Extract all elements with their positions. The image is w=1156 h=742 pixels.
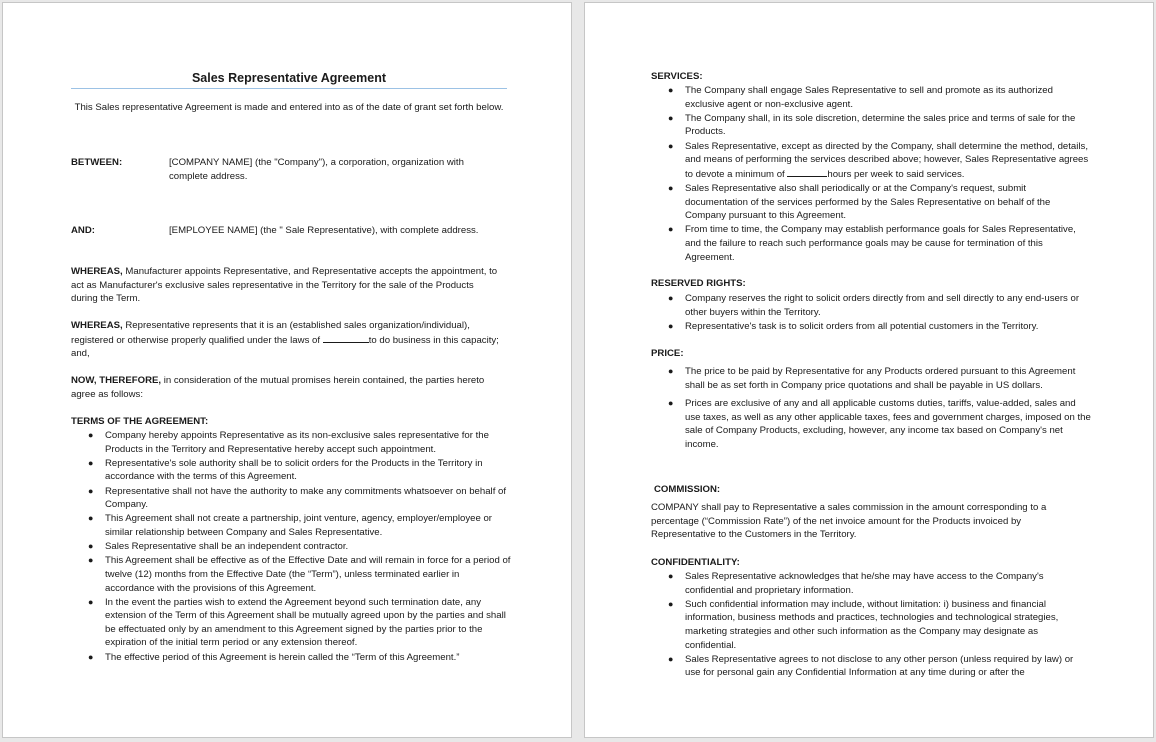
list-item: ● The price to be paid by Representative for any Products ordered pursuant to this Agreement shall be as set forth in Company price quotations and shall be payable in US dollars. [668,366,1076,391]
list-item: ● Sales Representative, except as directed by the Company, shall determine the method, details, and means of performing the services described above; however, Sales Representative agrees to devote a minimum of hours per week to said services. [668,140,1089,180]
now-therefore-lead: NOW, THEREFORE, [71,375,162,386]
and-text: [EMPLOYEE NAME] (the " Sale Representative), with complete address. [169,225,479,236]
bullet-icon: ● [668,598,674,609]
list-item: ● Sales Representative also shall periodically or at the Company's request, submit documentation of the services performed by the Sales Representative on behalf of the Company pursuant to this Agreement. [668,182,1051,222]
list-item: ● This Agreement shall not create a partnership, joint venture, agency, employer/employee or similar relationship between Company and Sales Representative. [88,513,492,538]
services-list [651,84,1091,265]
bullet-icon: ● [88,555,94,566]
whereas-1-text: Manufacturer appoints Representative, and Representative accepts the appointment, to act as Manufacturer's exclusive sales representative in the Territory for the sale of the Products during the Term. [71,266,498,305]
bullet-icon: ● [668,653,674,664]
whereas-paragraph-2 [71,319,501,361]
list-item: ● This Agreement shall be effective as of the Effective Date and will remain in force for a period of twelve (12) months from the Effective Date (the “Term”), unless terminated earlier in accordance with the provisions of this Agreement. [88,555,511,594]
price-heading: PRICE: [651,348,684,359]
bullet-icon: ● [668,182,674,193]
list-item: ● Representative's sole authority shall be to solicit orders for the Products in the Territory in accordance with the terms of this Agreement. [88,457,483,483]
between-label: BETWEEN: [71,157,123,168]
reserved-rights-heading: RESERVED RIGHTS: [651,278,746,289]
bullet-icon: ● [668,224,674,235]
list-item: ● From time to time, the Company may establish performance goals for Sales Representative, and the failure to reach such performance goals may be cause for termination of this Agreement. [668,224,1076,263]
document-page-1 [2,2,572,738]
list-item: ● In the event the parties wish to extend the Agreement beyond such termination date, any extension of the Term of this Agreement shall be mutually agreed upon by the parties and shall be effectuated only by an amendment to this Agreement signed by the parties prior to the expiration of the initial term period or any extension thereof. [88,596,506,649]
commission-text: COMPANY shall pay to Representative a sales commission in the amount corresponding to a percentage (“Commission Rate”) of the net invoice amount for the Products invoiced by Representative to the Customers in the Territory. [651,502,1047,541]
bullet-icon: ● [668,85,674,95]
list-item: ● The Company shall engage Sales Representative to sell and promote as its authorized exclusive agent or non-exclusive agent. [668,85,1053,110]
list-item: ● Sales Representative agrees to not disclose to any other person (unless required by law) or use for personal gain any Confidential Information at any time during or after the [668,653,1074,679]
bullet-icon: ● [668,366,674,376]
hours-blank [787,167,827,177]
bullet-icon: ● [88,651,94,662]
document-page-2 [584,2,1154,738]
services-heading: SERVICES: [651,71,703,82]
terms-list [71,429,511,665]
bullet-icon: ● [668,571,674,581]
list-item: ● The Company shall, in its sole discretion, determine the sales price and terms of sale for the Products. [668,112,1076,138]
whereas-1-lead: WHEREAS, [71,266,123,277]
list-item: ● Representative's task is to solicit orders from all potential customers in the Territory. [668,320,1039,332]
and-label: AND: [71,225,95,236]
bullet-icon: ● [88,541,94,552]
confidentiality-list [651,570,1091,681]
whereas-2-lead: WHEREAS, [71,320,123,331]
reserved-rights-list [651,292,1091,334]
list-item: ● Company hereby appoints Representative as its non-exclusive sales representative for the Products in the Territory and Representative hereby accept such appointment. [88,430,489,455]
bullet-icon: ● [88,485,94,496]
list-item: ● Such confidential information may include, without limitation: i) business and financial information, business methods and practices, technologies and technological strategies, marketing strategies and other such information as the Company may designate as confidential. [668,598,1059,651]
list-item: ● Representative shall not have the authority to make any commitments whatsoever on behalf of Company. [88,485,507,511]
bullet-icon: ● [668,320,674,331]
document-title: Sales Representative Agreement [71,71,507,89]
intro-paragraph: This Sales representative Agreement is made and entered into as of the date of grant set forth below. [74,102,504,113]
bullet-icon: ● [88,457,94,468]
bullet-icon: ● [668,293,674,303]
confidentiality-heading: CONFIDENTIALITY: [651,557,740,568]
commission-heading: COMMISSION: [654,484,721,495]
whereas-paragraph-1 [71,265,501,306]
bullet-icon: ● [88,596,94,607]
list-item: ● Company reserves the right to solicit orders directly from and sell directly to any end-users or other buyers within the Territory. [668,293,1080,318]
list-item: ● Sales Representative shall be an independent contractor. [88,541,349,553]
between-text: [COMPANY NAME] (the "Company"), a corporation, organization with complete address. [169,157,464,182]
bullet-icon: ● [668,398,674,409]
bullet-icon: ● [668,140,674,151]
bullet-icon: ● [88,513,94,524]
list-item: ● Sales Representative acknowledges that he/she may have access to the Company's confidential and proprietary information. [668,571,1044,596]
whereas-2-text-a: Representative represents that it is an (established sales organization/individual), registered or otherwise properly qualified under the laws of [71,320,470,346]
price-list [651,365,1091,452]
jurisdiction-blank [323,333,369,343]
whereas-2-text-b: to do business in this capacity; and, [71,334,499,360]
terms-heading: TERMS OF THE AGREEMENT: [71,416,209,427]
bullet-icon: ● [668,112,674,123]
list-item: ● The effective period of this Agreement is herein called the “Term of this Agreement.” [88,651,460,663]
now-therefore-text: in consideration of the mutual promises herein contained, the parties hereto agree as follows: [71,375,485,400]
bullet-icon: ● [88,430,94,440]
now-therefore-paragraph [71,374,501,401]
list-item: ● Prices are exclusive of any and all applicable customs duties, tariffs, value-added, sales and use taxes, as well as any other applicable taxes, fees and government charges, imposed on the sale of Company Products, excluding, however, any income tax based on Company's net income. [668,398,1091,450]
